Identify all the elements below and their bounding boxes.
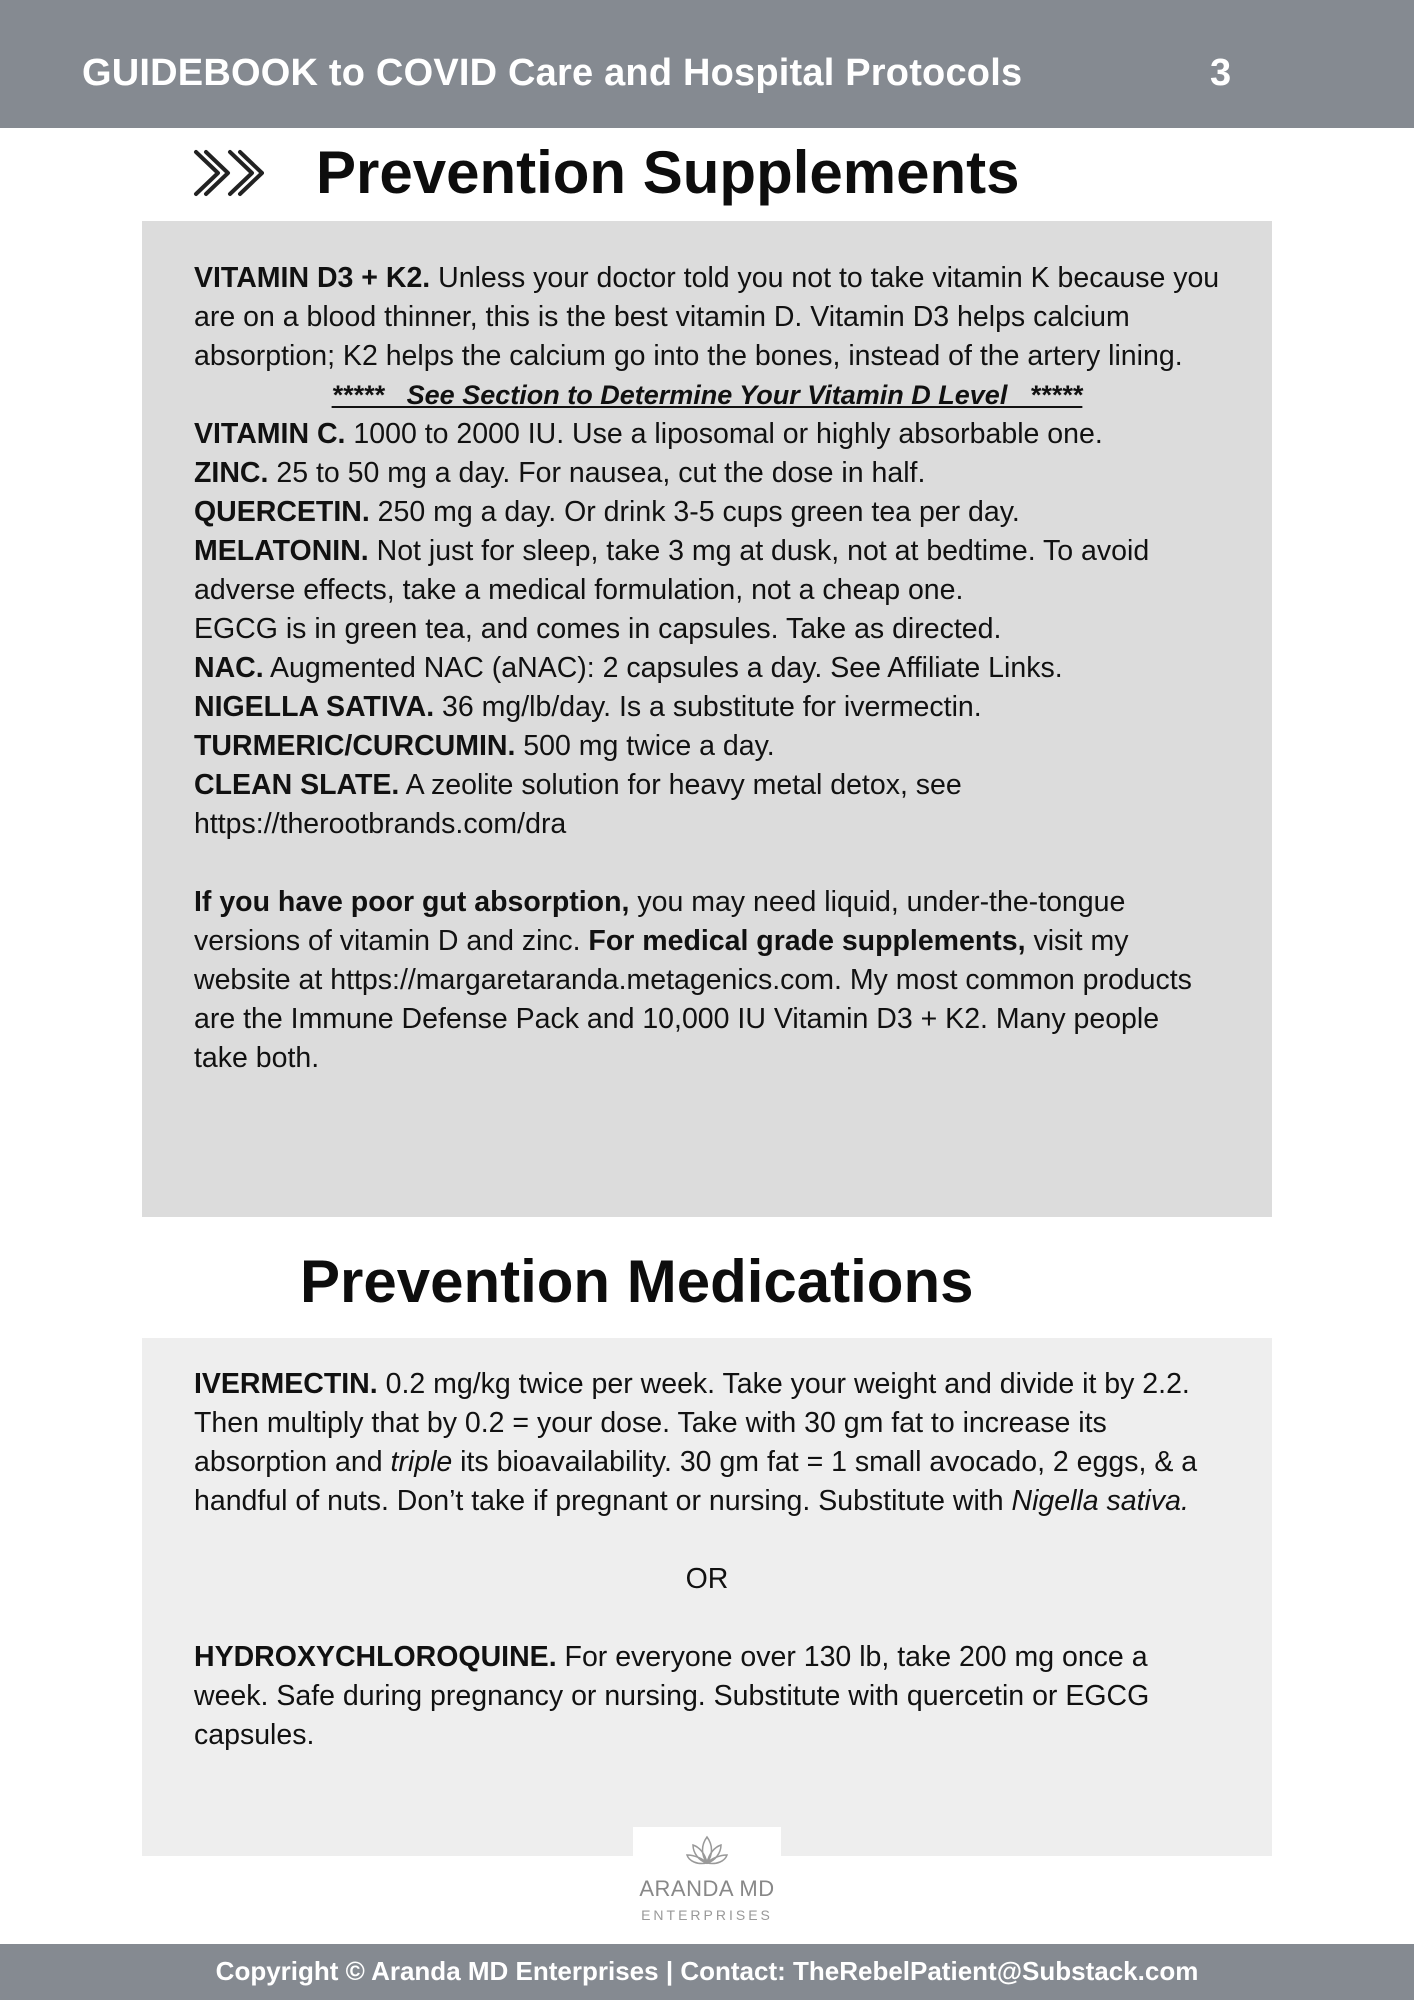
egcg-paragraph: EGCG is in green tea, and comes in capsules. Take as directed.: [194, 613, 1002, 645]
see-section-link: ***** See Section to Determine Your Vitamin D Level *****: [331, 380, 1083, 410]
medications-heading: Prevention Medications: [300, 1248, 974, 1315]
melatonin-paragraph: MELATONIN. Not just for sleep, take 3 mg at dusk, not at bedtime. To avoid adverse effects, take a medical formulation, not a cheap one.: [194, 535, 1150, 606]
logo-brand-text: ARANDA MD: [639, 1876, 775, 1901]
medications-box: [142, 1338, 1272, 1856]
supplements-heading: Prevention Supplements: [316, 139, 1020, 206]
brand-logo: [633, 1827, 781, 1945]
nigella-paragraph: NIGELLA SATIVA. 36 mg/lb/day. Is a substitute for ivermectin.: [194, 691, 982, 723]
vitamin-d-paragraph: VITAMIN D3 + K2. Unless your doctor told you not to take vitamin K because you are on a blood thinner, this is the best vitamin D. Vitamin D3 helps calcium absorption; K2 helps the calcium go into the bones, instead of the artery lining.: [194, 262, 1220, 372]
lotus-icon: [685, 1833, 729, 1871]
vitamin-d-label: VITAMIN D3 + K2.: [194, 262, 431, 294]
hcq-paragraph: HYDROXYCHLOROQUINE. For everyone over 130 lb, take 200 mg once a week. Safe during pregnancy or nursing. Substitute with quercetin or EGCG capsules.: [194, 1641, 1150, 1751]
logo-sub-text: ENTERPRISES: [641, 1907, 773, 1923]
copyright-contact: Copyright © Aranda MD Enterprises | Contact: TheRebelPatient@Substack.com: [215, 1956, 1199, 1986]
quercetin-paragraph: QUERCETIN. 250 mg a day. Or drink 3-5 cups green tea per day.: [194, 496, 1020, 528]
turmeric-paragraph: TURMERIC/CURCUMIN. 500 mg twice a day.: [194, 730, 775, 762]
gut-absorption-paragraph: If you have poor gut absorption, you may need liquid, under-the-tongue versions of vitamin D and zinc. For medical grade supplements, visit my website at https://margaretaranda.metagenics.com. My most common products are the Immune Defense Pack and 10,000 IU Vitamin D3 + K2. Many people take both.: [194, 886, 1192, 1074]
page-footer: [0, 1944, 1414, 2000]
medications-text: [194, 1338, 1220, 1755]
page-number: 3: [1210, 52, 1232, 94]
ivermectin-paragraph: IVERMECTIN. 0.2 mg/kg twice per week. Take your weight and divide it by 2.2. Then multiply that by 0.2 = your dose. Take with 30 gm fat to increase its absorption and triple its bioavailability. 30 gm fat = 1 small avocado, 2 eggs, & a handful of nuts. Don’t take if pregnant or nursing. Substitute with Nigella sativa.: [194, 1368, 1198, 1517]
nac-paragraph: NAC. Augmented NAC (aNAC): 2 capsules a day. See Affiliate Links.: [194, 652, 1063, 684]
supplements-box: [142, 221, 1272, 1217]
supplements-text: [194, 221, 1220, 1078]
page-header: [0, 0, 1414, 128]
vitamin-c-paragraph: VITAMIN C. 1000 to 2000 IU. Use a liposomal or highly absorbable one.: [194, 418, 1103, 450]
or-separator: OR: [685, 1563, 729, 1595]
zinc-paragraph: ZINC. 25 to 50 mg a day. For nausea, cut the dose in half.: [194, 457, 926, 489]
document-title: GUIDEBOOK to COVID Care and Hospital Protocols: [82, 52, 1023, 94]
double-chevron-right-icon: [192, 148, 264, 198]
clean-slate-paragraph: CLEAN SLATE. A zeolite solution for heavy metal detox, see https://therootbrands.com/dra: [194, 769, 962, 840]
